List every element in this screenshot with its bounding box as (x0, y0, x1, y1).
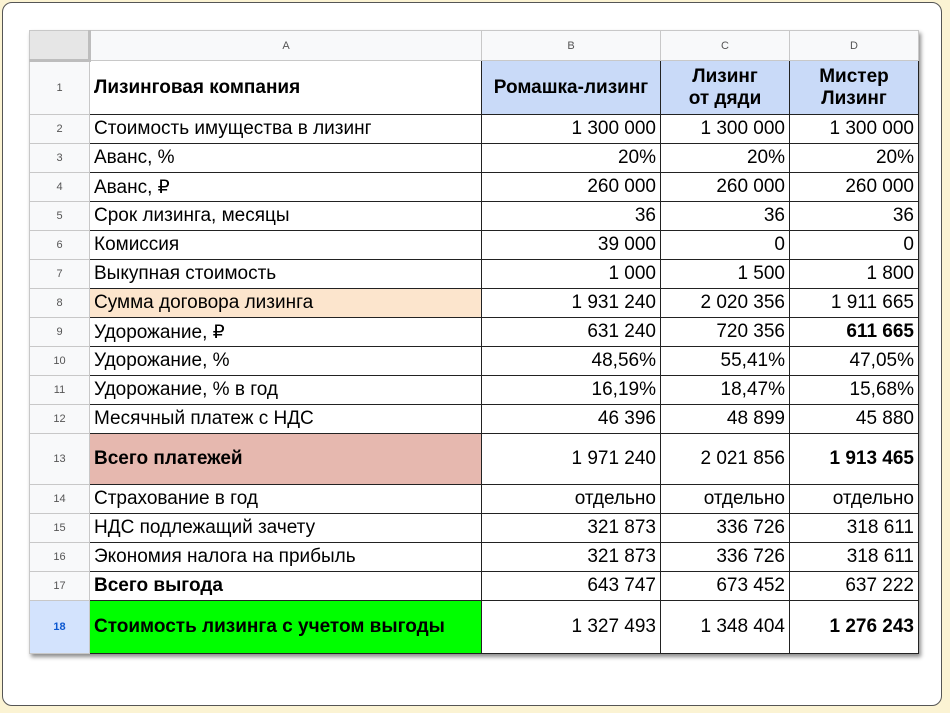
cell-label-highlighted[interactable]: Стоимость лизинга с учетом выгоды (90, 601, 482, 654)
cell-value-c[interactable]: 1 300 000 (661, 115, 790, 144)
table-row (30, 61, 919, 115)
cell-value-b[interactable]: 1 971 240 (482, 434, 661, 485)
table-row (30, 514, 919, 543)
cell-label[interactable]: Комиссия (90, 231, 482, 260)
cell-value-c[interactable]: 720 356 (661, 318, 790, 347)
row-number[interactable]: 12 (30, 405, 90, 434)
cell-value-c[interactable]: 0 (661, 231, 790, 260)
cell-company-d[interactable] (790, 61, 919, 115)
table-row (30, 376, 919, 405)
cell-value-d[interactable]: 637 222 (790, 572, 919, 601)
cell-value-d[interactable]: 318 611 (790, 543, 919, 572)
cell-label[interactable]: Всего выгода (90, 572, 482, 601)
row-number[interactable]: 17 (30, 572, 90, 601)
cell-value-b[interactable]: 16,19% (482, 376, 661, 405)
table-row (30, 601, 919, 654)
column-header-d[interactable]: D (790, 31, 919, 61)
cell-value-d[interactable]: 1 276 243 (790, 601, 919, 654)
select-all-corner[interactable] (30, 31, 90, 61)
cell-label[interactable]: НДС подлежащий зачету (90, 514, 482, 543)
cell-value-b[interactable]: 321 873 (482, 543, 661, 572)
table-row (30, 231, 919, 260)
row-number[interactable]: 1 (30, 61, 90, 115)
cell-label[interactable]: Аванс, % (90, 144, 482, 173)
cell-label[interactable]: Удорожание, ₽ (90, 318, 482, 347)
cell-value-d[interactable]: 1 913 465 (790, 434, 919, 485)
cell-value-d[interactable]: 1 300 000 (790, 115, 919, 144)
cell-value-d[interactable]: 15,68% (790, 376, 919, 405)
cell-company-c-line2: от дяди (688, 87, 762, 109)
table-row (30, 434, 919, 485)
cell-label[interactable]: Удорожание, % (90, 347, 482, 376)
cell-value-d[interactable]: 611 665 (790, 318, 919, 347)
cell-label[interactable]: Страхование в год (90, 485, 482, 514)
column-header-b[interactable]: B (482, 31, 661, 61)
row-number[interactable]: 13 (30, 434, 90, 485)
table-row (30, 347, 919, 376)
table-row (30, 572, 919, 601)
cell-value-d[interactable]: 0 (790, 231, 919, 260)
cell-value-c[interactable]: 18,47% (661, 376, 790, 405)
cell-value-d[interactable]: 45 880 (790, 405, 919, 434)
cell-value-b[interactable]: 46 396 (482, 405, 661, 434)
cell-value-b[interactable]: 1 327 493 (482, 601, 661, 654)
cell-value-c[interactable]: 1 500 (661, 260, 790, 289)
row-number[interactable]: 9 (30, 318, 90, 347)
screenshot-card (2, 2, 942, 706)
cell-value-c[interactable]: 673 452 (661, 572, 790, 601)
cell-value-c[interactable]: отдельно (661, 485, 790, 514)
cell-value-b[interactable]: 643 747 (482, 572, 661, 601)
cell-label[interactable]: Экономия налога на прибыль (90, 543, 482, 572)
cell-value-c[interactable]: 2 021 856 (661, 434, 790, 485)
cell-value-b[interactable]: 48,56% (482, 347, 661, 376)
table-row (30, 144, 919, 173)
row-number[interactable]: 2 (30, 115, 90, 144)
row-number[interactable]: 10 (30, 347, 90, 376)
column-header-row (30, 31, 919, 61)
row-number[interactable]: 15 (30, 514, 90, 543)
cell-value-b[interactable]: 321 873 (482, 514, 661, 543)
table-row (30, 405, 919, 434)
table-row (30, 318, 919, 347)
cell-label[interactable]: Стоимость имущества в лизинг (90, 115, 482, 144)
cell-label-highlighted[interactable]: Сумма договора лизинга (90, 289, 482, 318)
cell-value-c[interactable]: 36 (661, 202, 790, 231)
row-number[interactable]: 5 (30, 202, 90, 231)
cell-value-d[interactable]: 20% (790, 144, 919, 173)
cell-value-c[interactable]: 336 726 (661, 514, 790, 543)
cell-value-d[interactable]: 318 611 (790, 514, 919, 543)
cell-value-b[interactable]: 1 000 (482, 260, 661, 289)
cell-value-d[interactable]: 1 911 665 (790, 289, 919, 318)
cell-company-c[interactable] (661, 61, 790, 115)
cell-company-b[interactable]: Ромашка-лизинг (482, 61, 661, 115)
cell-value-c[interactable]: 20% (661, 144, 790, 173)
cell-label-highlighted[interactable]: Всего платежей (90, 434, 482, 485)
column-header-a[interactable]: A (90, 31, 482, 61)
row-number[interactable]: 16 (30, 543, 90, 572)
cell-value-b[interactable]: 1 300 000 (482, 115, 661, 144)
column-header-c[interactable]: C (661, 31, 790, 61)
cell-value-c[interactable]: 1 348 404 (661, 601, 790, 654)
row-number[interactable]: 8 (30, 289, 90, 318)
cell-label[interactable]: Выкупная стоимость (90, 260, 482, 289)
row-number[interactable]: 3 (30, 144, 90, 173)
table-row (30, 485, 919, 514)
cell-company-d-line1: Мистер (819, 65, 889, 87)
cell-value-d[interactable]: 36 (790, 202, 919, 231)
cell-value-b[interactable]: 20% (482, 144, 661, 173)
cell-value-b[interactable]: 1 931 240 (482, 289, 661, 318)
cell-label[interactable]: Удорожание, % в год (90, 376, 482, 405)
table-row (30, 115, 919, 144)
table-row (30, 260, 919, 289)
table-row (30, 289, 919, 318)
row-number[interactable]: 14 (30, 485, 90, 514)
cell-value-d[interactable]: отдельно (790, 485, 919, 514)
cell-value-c[interactable]: 55,41% (661, 347, 790, 376)
cell-company-title[interactable]: Лизинговая компания (90, 61, 482, 115)
cell-value-b[interactable]: 260 000 (482, 173, 661, 202)
cell-value-c[interactable]: 2 020 356 (661, 289, 790, 318)
row-number[interactable]: 11 (30, 376, 90, 405)
cell-company-d-line2: Лизинг (821, 87, 887, 109)
cell-value-b[interactable]: отдельно (482, 485, 661, 514)
cell-value-d[interactable]: 260 000 (790, 173, 919, 202)
cell-value-b[interactable]: 36 (482, 202, 661, 231)
row-number[interactable]: 4 (30, 173, 90, 202)
row-number-selected[interactable]: 18 (30, 601, 90, 654)
spreadsheet-grid (29, 30, 919, 654)
cell-value-c[interactable]: 260 000 (661, 173, 790, 202)
table-row (30, 173, 919, 202)
cell-value-b[interactable]: 39 000 (482, 231, 661, 260)
cell-value-c[interactable]: 336 726 (661, 543, 790, 572)
row-number[interactable]: 6 (30, 231, 90, 260)
cell-company-c-line1: Лизинг (692, 65, 758, 87)
cell-label[interactable]: Месячный платеж с НДС (90, 405, 482, 434)
table-row (30, 202, 919, 231)
cell-label[interactable]: Аванс, ₽ (90, 173, 482, 202)
cell-label[interactable]: Срок лизинга, месяцы (90, 202, 482, 231)
cell-value-c[interactable]: 48 899 (661, 405, 790, 434)
table-row (30, 543, 919, 572)
cell-value-b[interactable]: 631 240 (482, 318, 661, 347)
row-number[interactable]: 7 (30, 260, 90, 289)
cell-value-d[interactable]: 47,05% (790, 347, 919, 376)
cell-value-d[interactable]: 1 800 (790, 260, 919, 289)
